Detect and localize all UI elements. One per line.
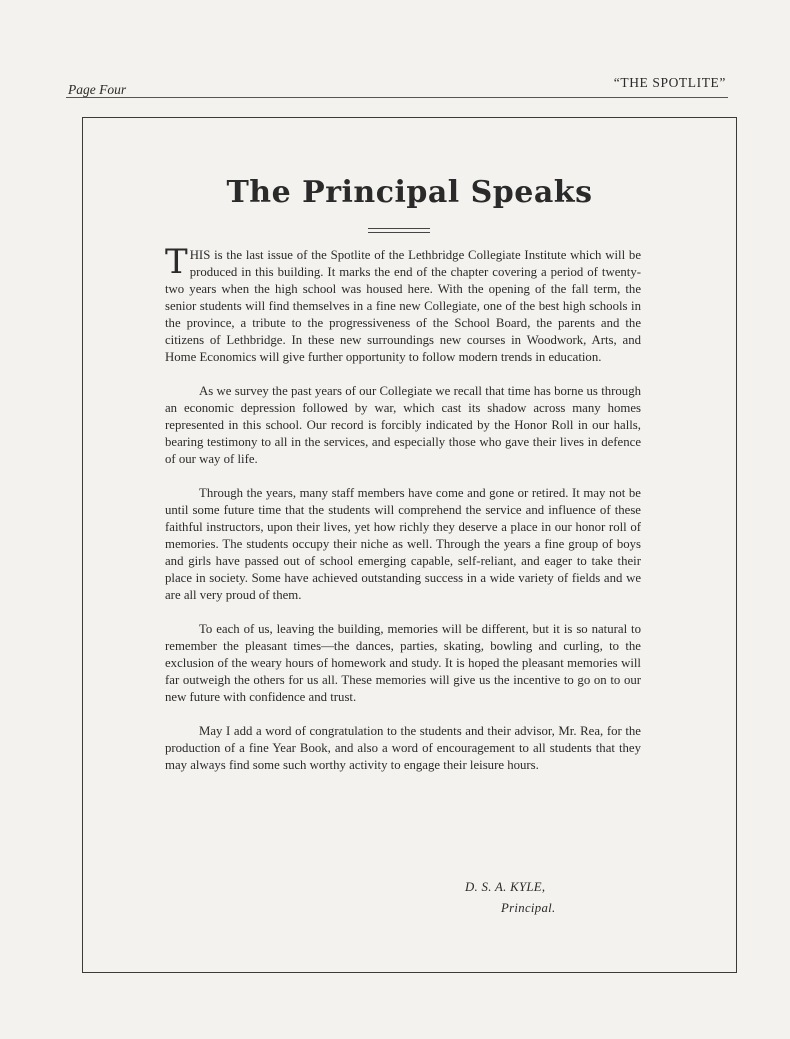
paragraph-3: Through the years, many staff members have come and gone or retired. It may not be until some future time that the students will comprehend the service and influence of these faithful instructors, upon their lives, yet how richly they deserve a place in our honor roll of memories. The students occupy their niche as well. Through the years a fine group of boys and girls have passed out of school emerging capable, self-reliant, and eager to take their place in society. Some have achieved outstanding success in a wide variety of fields and we are all very proud of them. <box>165 486 641 602</box>
article-title: The Principal Speaks <box>226 175 593 210</box>
title-underline <box>368 228 430 233</box>
article-body <box>165 242 641 791</box>
header-divider <box>66 97 728 98</box>
paragraph-2: As we survey the past years of our Collegiate we recall that time has borne us through an economic depression followed by war, which cast its shadow across many homes represented in this school. Our record is forcibly indicated by the Honor Roll in our halls, bearing testimony to all in the services, and especially those who gave their lives in defence of our way of life. <box>165 384 641 466</box>
paragraph-5: May I add a word of congratulation to the students and their advisor, Mr. Rea, for the production of a fine Year Book, and also a word of encouragement to all students that they may always find some such worthy activity to engage their leisure hours. <box>165 724 641 772</box>
drop-cap: T <box>165 242 188 282</box>
paragraph-1 <box>165 242 641 366</box>
signature-role: Principal. <box>501 901 556 915</box>
signature-block <box>465 877 556 919</box>
paragraph-4: To each of us, leaving the building, memories will be different, but it is so natural to remember the pleasant times—the dances, parties, skating, bowling and curling, to the exclusion of the weary hours of homework and study. It is hoped the pleasant memories will far outweigh the others for us all. These memories will give us the incentive to go on to our new future with confidence and trust. <box>165 622 641 704</box>
page-number-label: Page Four <box>68 82 127 97</box>
signature-name: D. S. A. KYLE, <box>465 880 546 894</box>
paragraph-1-text: HIS is the last issue of the Spotlite of the Lethbridge Collegiate Institute which will be produced in this building. It marks the end of the chapter covering a period of twenty-two years when the high school was housed here. With the opening of the fall term, the senior students will find themselves in a fine new Collegiate, one of the best high schools in the province, a tribute to the progressiveness of the School Board, the parents and the citizens of Lethbridge. In these new surroundings new courses in Woodwork, Arts, and Home Economics will give further opportunity to follow modern trends in education. <box>165 248 641 364</box>
publication-title: “THE SPOTLITE” <box>613 75 726 90</box>
